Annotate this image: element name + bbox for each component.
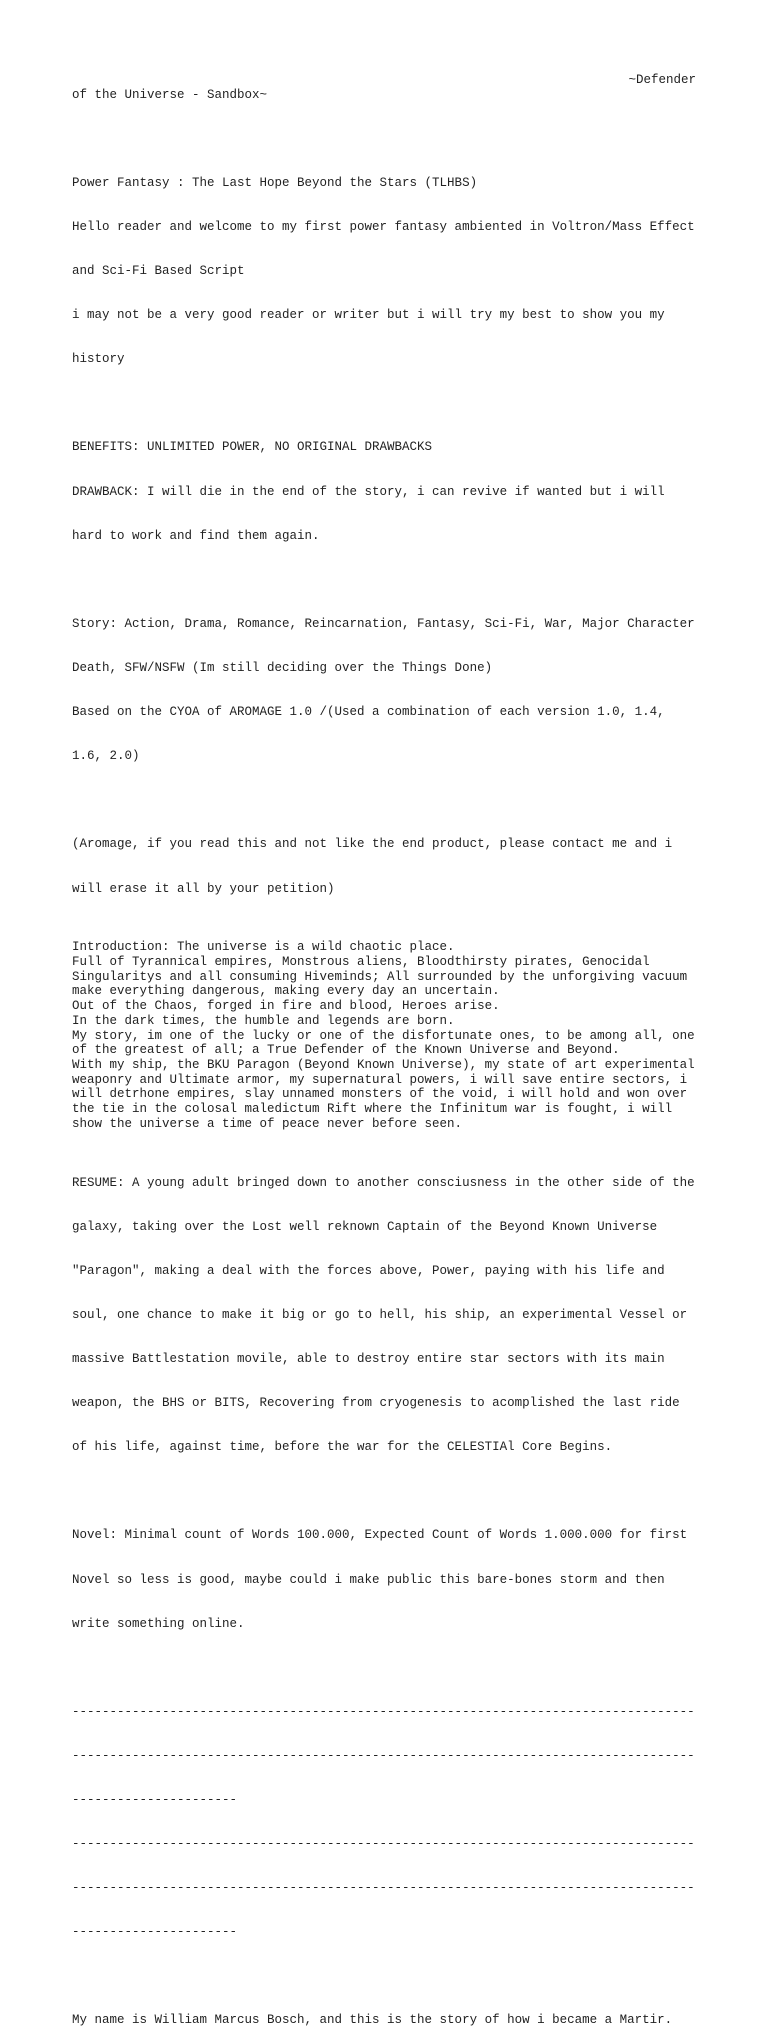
text-line: and Sci-Fi Based Script <box>72 264 245 279</box>
text-line: make everything dangerous, making every day an uncertain. <box>72 984 500 999</box>
text-line: weapon, the BHS or BITS, Recovering from cryogenesis to acomplished the last ride <box>72 1396 680 1411</box>
dash-line: ---------------------- <box>72 1793 238 1808</box>
dash-line: ----------------------------------------------------------------------------------- <box>72 1748 695 1763</box>
text-line: of his life, against time, before the war for the CELESTIAl Core Begins. <box>72 1440 613 1455</box>
dash-separator <box>72 1675 700 1969</box>
text-line: DRAWBACK: I will die in the end of the story, i can revive if wanted but i will <box>72 484 665 499</box>
text-line: Full of Tyrannical empires, Monstrous aliens, Bloodthirsty pirates, Genocidal <box>72 955 650 970</box>
text-line: Introduction: The universe is a wild chaotic place. <box>72 940 455 955</box>
text-line: (Aromage, if you read this and not like the end product, please contact me and i <box>72 837 673 852</box>
aromage-paragraph <box>72 808 700 926</box>
dash-line: ---------------------- <box>72 1925 238 1940</box>
text-line: 1.6, 2.0) <box>72 749 140 764</box>
resume-paragraph <box>72 1146 700 1484</box>
text-line: "Paragon", making a deal with the forces above, Power, paying with his life and <box>72 1263 665 1278</box>
text-line: BENEFITS: UNLIMITED POWER, NO ORIGINAL DRAWBACKS <box>72 440 433 455</box>
text-line: Based on the CYOA of AROMAGE 1.0 /(Used a combination of each version 1.0, 1.4, <box>72 705 665 720</box>
text-line: show the universe a time of peace never before seen. <box>72 1116 463 1131</box>
text-line: Novel so less is good, maybe could i make public this bare-bones storm and then <box>72 1572 665 1587</box>
document-title-line-2: of the Universe - Sandbox~ <box>72 87 268 102</box>
text-line: soul, one chance to make it big or go to hell, his ship, an experimental Vessel or <box>72 1307 688 1322</box>
text-line: Story: Action, Drama, Romance, Reincarnation, Fantasy, Sci-Fi, War, Major Character <box>72 616 695 631</box>
text-line: of the greatest of all; a True Defender of the Known Universe and Beyond. <box>72 1043 620 1058</box>
text-line: Hello reader and welcome to my first power fantasy ambiented in Voltron/Mass Effect <box>72 219 695 234</box>
text-line: Death, SFW/NSFW (Im still deciding over the Things Done) <box>72 660 493 675</box>
dash-line: ----------------------------------------------------------------------------------- <box>72 1881 695 1896</box>
document-page <box>72 73 700 2028</box>
text-line: will erase it all by your petition) <box>72 881 335 896</box>
document-title-line-1: ~Defender <box>628 73 696 87</box>
title-spacer <box>72 102 700 146</box>
introduction-paragraph <box>72 940 700 1131</box>
text-line: massive Battlestation movile, able to destroy entire star sectors with its main <box>72 1351 665 1366</box>
text-line: RESUME: A young adult bringed down to another consciusness in the other side of the <box>72 1175 695 1190</box>
text-line: will detrhone empires, slay unnamed monsters of the void, i will hold and won over <box>72 1087 688 1102</box>
text-line: In the dark times, the humble and legends are born. <box>72 1013 455 1028</box>
text-line: write something online. <box>72 1616 245 1631</box>
text-line: weaponry and Ultimate armor, my supernatural powers, i will save entire sectors, i <box>72 1072 688 1087</box>
text-line: Novel: Minimal count of Words 100.000, Expected Count of Words 1.000.000 for first <box>72 1528 688 1543</box>
novel-paragraph <box>72 1499 700 1661</box>
benefits-paragraph <box>72 411 700 573</box>
text-line: Singularitys and all consuming Hiveminds; All surrounded by the unforgiving vacuum <box>72 969 688 984</box>
story-paragraph <box>72 587 700 793</box>
dash-line: ----------------------------------------------------------------------------------- <box>72 1704 695 1719</box>
text-line: i may not be a very good reader or writer but i will try my best to show you my <box>72 308 665 323</box>
final-sentence: My name is William Marcus Bosch, and this is the story of how i became a Martir. <box>72 2013 673 2028</box>
text-line: the tie in the colosal maledictum Rift where the Infinitum war is fought, i will <box>72 1102 673 1117</box>
dash-line: ----------------------------------------------------------------------------------- <box>72 1837 695 1852</box>
header-paragraph <box>72 146 700 396</box>
text-line: My story, im one of the lucky or one of the disfortunate ones, to be among all, one <box>72 1028 695 1043</box>
text-line: galaxy, taking over the Lost well reknown Captain of the Beyond Known Universe <box>72 1219 658 1234</box>
text-line: With my ship, the BKU Paragon (Beyond Known Universe), my state of art experimental <box>72 1057 695 1072</box>
end-spacer <box>72 1969 700 2013</box>
text-line: history <box>72 352 125 367</box>
text-line: Out of the Chaos, forged in fire and blood, Heroes arise. <box>72 999 500 1014</box>
text-line: Power Fantasy : The Last Hope Beyond the Stars (TLHBS) <box>72 175 478 190</box>
text-line: hard to work and find them again. <box>72 528 320 543</box>
